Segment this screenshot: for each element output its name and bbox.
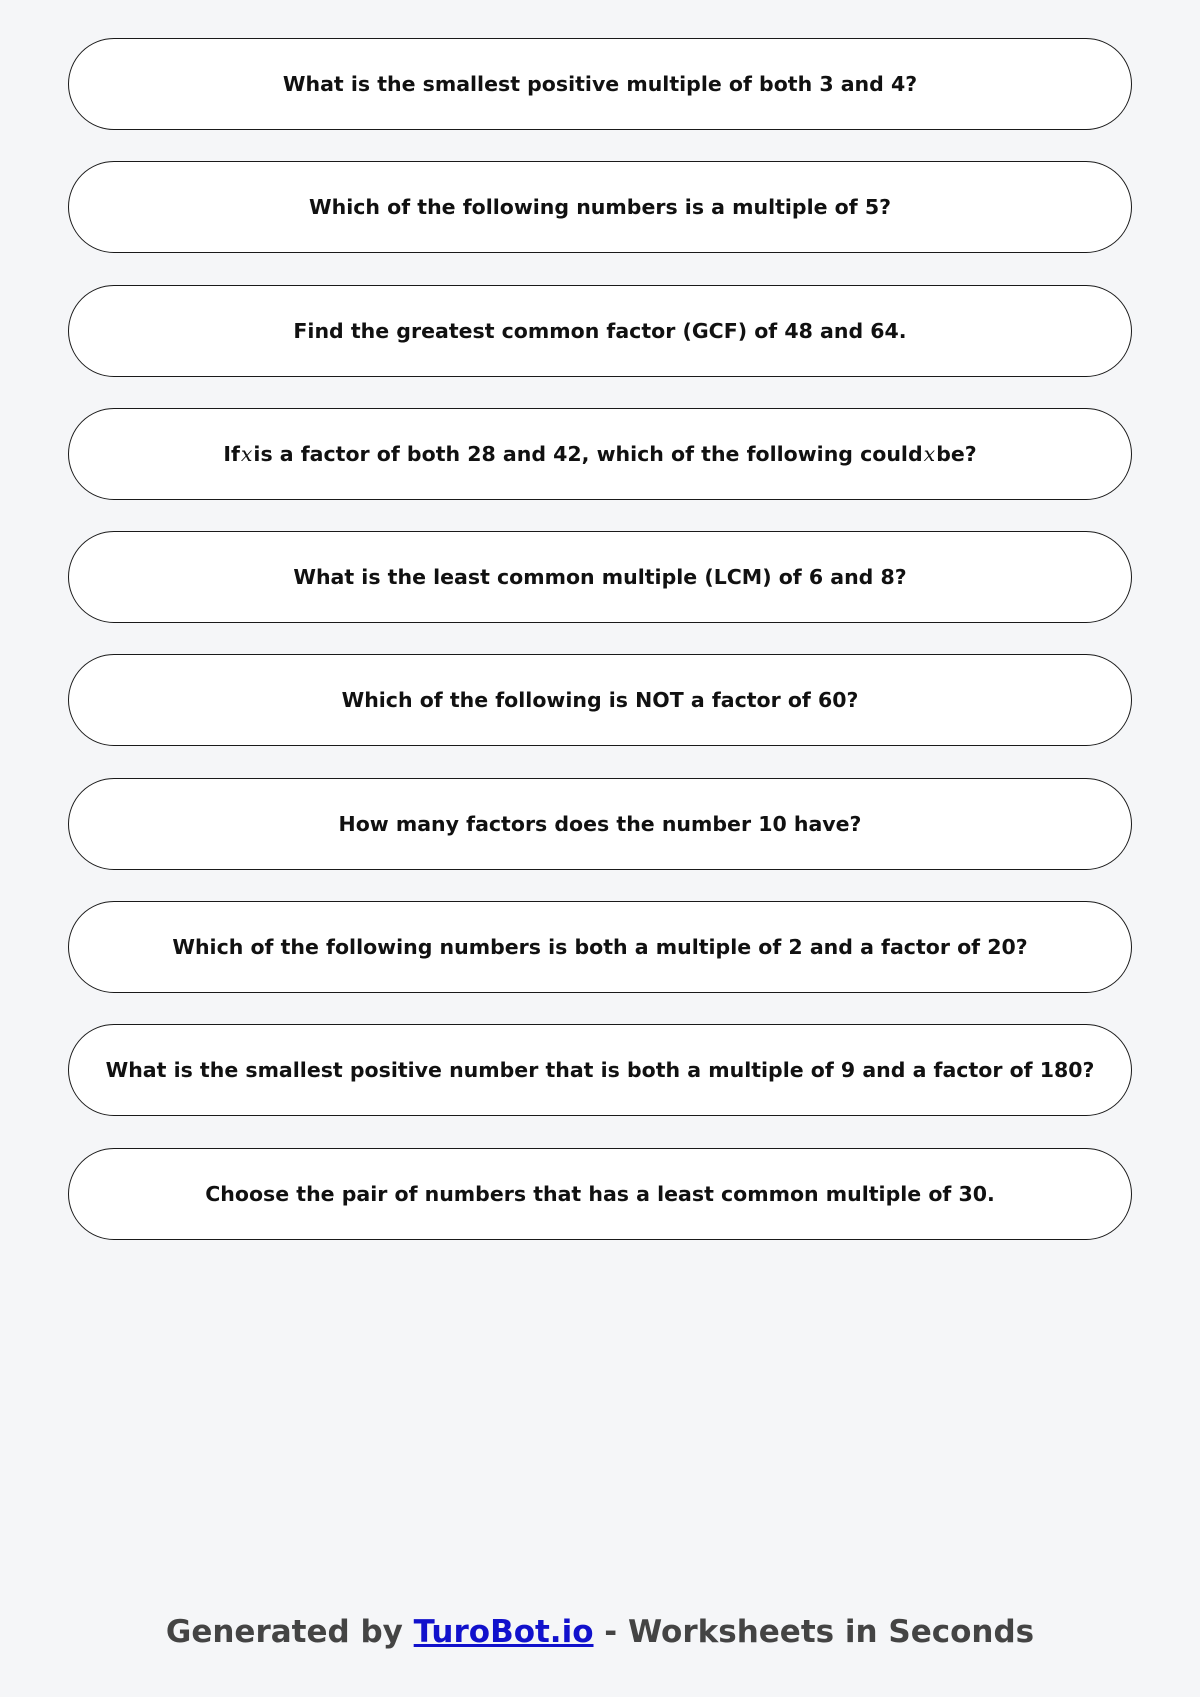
question-6: Which of the following is NOT a factor of 60? — [68, 654, 1132, 746]
question-2: Which of the following numbers is a multiple of 5? — [68, 161, 1132, 253]
footer-suffix: - Worksheets in Seconds — [593, 1614, 1035, 1650]
question-7: How many factors does the number 10 have? — [68, 778, 1132, 870]
question-4-text-a: If — [223, 441, 240, 466]
question-3: Find the greatest common factor (GCF) of 48 and 64. — [68, 285, 1132, 377]
turobot-link[interactable]: TuroBot.io — [413, 1614, 594, 1650]
footer — [0, 1614, 1200, 1650]
math-variable-x: x — [923, 441, 936, 466]
question-1: What is the smallest positive multiple of both 3 and 4? — [68, 38, 1132, 130]
question-5: What is the least common multiple (LCM) of 6 and 8? — [68, 531, 1132, 623]
question-8: Which of the following numbers is both a multiple of 2 and a factor of 20? — [68, 901, 1132, 993]
question-9: What is the smallest positive number that is both a multiple of 9 and a factor of 180? — [68, 1024, 1132, 1116]
question-4-text-b: is a factor of both 28 and 42, which of the following could — [253, 441, 923, 466]
question-list — [68, 38, 1132, 1271]
question-4-text-c: be? — [936, 441, 977, 466]
question-10: Choose the pair of numbers that has a least common multiple of 30. — [68, 1148, 1132, 1240]
question-4 — [68, 408, 1132, 500]
math-variable-x: x — [240, 441, 253, 466]
footer-prefix: Generated by — [165, 1614, 414, 1650]
